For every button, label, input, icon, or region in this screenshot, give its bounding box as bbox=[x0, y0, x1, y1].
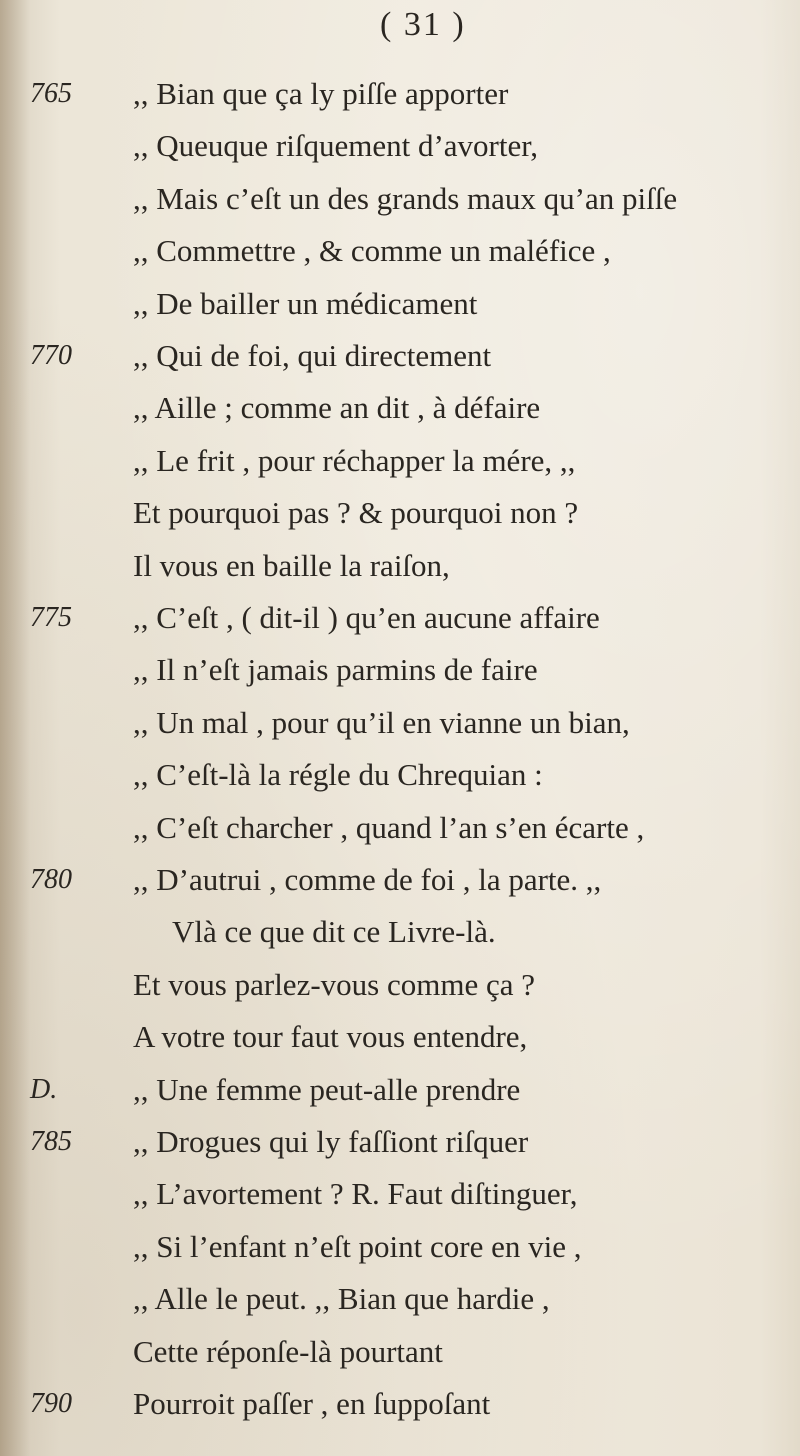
verse-line bbox=[0, 1332, 800, 1388]
verse-line bbox=[0, 598, 800, 654]
line-text: ,, L’avortement ? R. Faut diſtinguer, bbox=[133, 1176, 578, 1212]
line-text: ,, Drogues qui ly faſſiont riſquer bbox=[133, 1124, 529, 1159]
line-text: ,, C’eſt , ( dit-il ) qu’en aucune affaire bbox=[133, 600, 600, 635]
verse-line bbox=[0, 1279, 800, 1335]
verse-line bbox=[0, 1122, 800, 1178]
line-text: ,, C’eſt-là la régle du Chrequian : bbox=[133, 757, 543, 793]
verse-line bbox=[0, 912, 800, 968]
verse-line bbox=[0, 755, 800, 811]
verse-line bbox=[0, 441, 800, 497]
line-text: Et vous parlez-vous comme ça ? bbox=[133, 966, 535, 1002]
verse-line bbox=[0, 703, 800, 759]
line-text: ,, Qui de foi, qui directement bbox=[133, 338, 492, 373]
line-text: ,, De bailler un médicament bbox=[133, 285, 478, 321]
line-text: Vlà ce que dit ce Livre-là. bbox=[172, 914, 496, 950]
verse-line bbox=[0, 336, 800, 392]
verse-line bbox=[0, 179, 800, 235]
verse-line bbox=[0, 1017, 800, 1073]
verse-line bbox=[0, 1227, 800, 1283]
line-text: ,, Bian que ça ly piſſe apporter bbox=[133, 76, 509, 111]
verse-line bbox=[0, 493, 800, 549]
line-text: ,, Mais c’eſt un des grands maux qu’an piſſe bbox=[133, 180, 678, 216]
line-text: ,, Alle le peut. ,, Bian que hardie , bbox=[133, 1281, 550, 1317]
verse-line bbox=[0, 546, 800, 602]
line-text: ,, Queuque riſquement d’avorter, bbox=[133, 128, 539, 164]
line-number: 780 bbox=[30, 864, 72, 895]
line-text: Pourroit paſſer , en ſuppoſant bbox=[133, 1386, 491, 1421]
line-text: Et pourquoi pas ? & pourquoi non ? bbox=[133, 495, 579, 531]
line-text: Il vous en baille la raiſon, bbox=[133, 547, 450, 583]
line-text: ,, Aille ; comme an dit , à défaire bbox=[133, 390, 541, 426]
line-number: 765 bbox=[30, 78, 72, 109]
verse-line bbox=[0, 126, 800, 182]
line-text: ,, Le frit , pour réchapper la mére, ,, bbox=[133, 442, 576, 478]
verse-line bbox=[0, 860, 800, 916]
verse-line bbox=[0, 1070, 800, 1126]
verse-line bbox=[0, 284, 800, 340]
verse-line bbox=[0, 1384, 800, 1440]
verse-line bbox=[0, 74, 800, 130]
verse-line bbox=[0, 650, 800, 706]
line-text: ,, C’eſt charcher , quand l’an s’en écarte , bbox=[133, 809, 645, 845]
line-text: A votre tour faut vous entendre, bbox=[133, 1019, 528, 1055]
line-number: 785 bbox=[30, 1126, 72, 1157]
verse-line bbox=[0, 231, 800, 287]
verse-line bbox=[0, 965, 800, 1021]
line-number: 770 bbox=[30, 340, 72, 371]
verse-line bbox=[0, 808, 800, 864]
verse-line bbox=[0, 1174, 800, 1230]
verse-line bbox=[0, 388, 800, 444]
line-number: D. bbox=[30, 1073, 58, 1105]
line-text: ,, Une femme peut-alle prendre bbox=[133, 1071, 521, 1107]
line-number: 790 bbox=[30, 1388, 72, 1419]
line-text: ,, D’autrui , comme de foi , la parte. ,, bbox=[133, 862, 602, 897]
line-text: ,, Un mal , pour qu’il en vianne un bian, bbox=[133, 704, 630, 740]
line-text: Cette réponſe-là pourtant bbox=[133, 1333, 443, 1369]
page-number: ( 31 ) bbox=[380, 6, 466, 43]
line-text: ,, Si l’enfant n’eſt point core en vie , bbox=[133, 1228, 582, 1264]
line-number: 775 bbox=[30, 602, 72, 633]
line-text: ,, Commettre , & comme un maléfice , bbox=[133, 233, 611, 269]
line-text: ,, Il n’eſt jamais parmins de faire bbox=[133, 652, 538, 688]
